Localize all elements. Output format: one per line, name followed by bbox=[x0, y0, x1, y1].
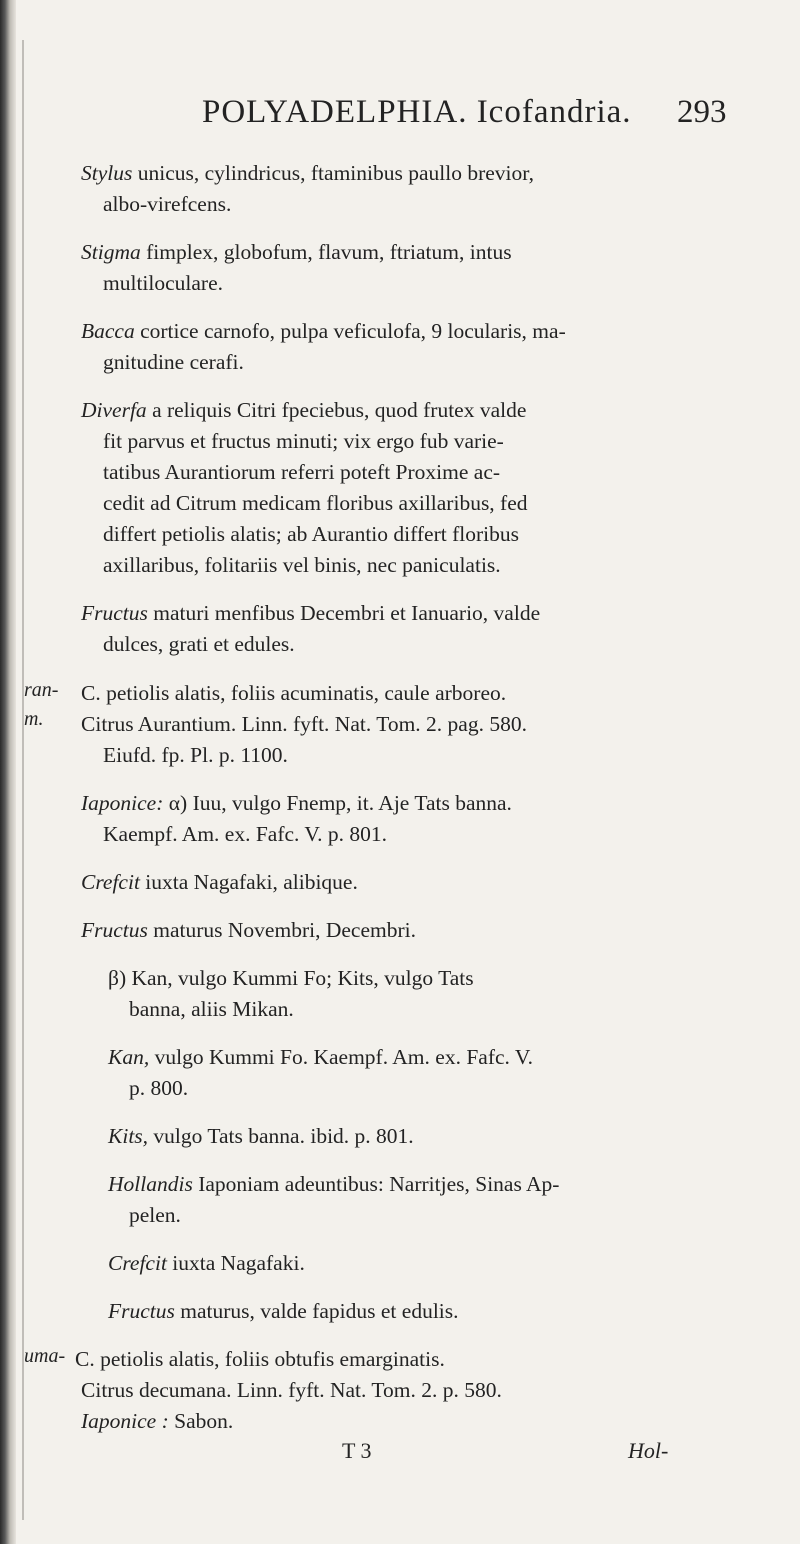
fructus-1-text-1: maturi menfibus Decembri et Ianuario, valde bbox=[153, 601, 541, 625]
fructus-1-line-2: dulces, grati et edules. bbox=[103, 632, 295, 656]
fructus-1-line-1 bbox=[81, 598, 540, 628]
hollandis-text-1: Iaponiam adeuntibus: Narritjes, Sinas Ap- bbox=[198, 1172, 560, 1196]
japonice-1-text-1: α) Iuu, vulgo Fnemp, it. Aje Tats banna. bbox=[168, 791, 512, 815]
japonice-1-line-1 bbox=[81, 788, 512, 818]
term-fructus-2: Fructus bbox=[81, 918, 148, 942]
aurantium-line-1: C. petiolis alatis, foliis acuminatis, caule arboreo. bbox=[81, 681, 507, 705]
term-stylus: Stylus bbox=[81, 161, 133, 185]
beta-line-1: β) Kan, vulgo Kummi Fo; Kits, vulgo Tats bbox=[108, 966, 474, 990]
page-binding-edge bbox=[0, 0, 16, 1544]
term-stigma: Stigma bbox=[81, 240, 141, 264]
term-japonice-2: Iaponice : bbox=[81, 1409, 169, 1433]
running-title: POLYADELPHIA. Icofandria. bbox=[202, 94, 632, 130]
kan-line-1 bbox=[108, 1042, 533, 1072]
margin-label-aurantium-1: ran- bbox=[24, 679, 59, 701]
diversa-line-3: tatibus Aurantiorum referri poteft Proxime ac- bbox=[103, 460, 501, 484]
diversa-text-1: a reliquis Citri fpeciebus, quod frutex valde bbox=[152, 398, 527, 422]
term-kits: Kits, bbox=[108, 1124, 149, 1148]
page-number: 293 bbox=[677, 94, 727, 130]
term-diversa: Diverfa bbox=[81, 398, 147, 422]
term-fructus: Fructus bbox=[81, 601, 148, 625]
crescit-1-line bbox=[81, 867, 358, 897]
diversa-line-6: axillaribus, folitariis vel binis, nec paniculatis. bbox=[103, 553, 501, 577]
term-bacca: Bacca bbox=[81, 319, 135, 343]
hollandis-line-2: pelen. bbox=[129, 1203, 181, 1227]
term-kan: Kan, bbox=[108, 1045, 150, 1069]
decumana-line-2: Citrus decumana. Linn. fyft. Nat. Tom. 2. p. 580. bbox=[81, 1378, 502, 1402]
fructus-3-text: maturus, valde fapidus et edulis. bbox=[180, 1299, 459, 1323]
japonice-1-line-2: Kaempf. Am. ex. Fafc. V. p. 801. bbox=[103, 822, 388, 846]
fructus-3-line bbox=[108, 1296, 459, 1326]
catchword: Hol- bbox=[628, 1438, 669, 1463]
diversa-line-5: differt petiolis alatis; ab Aurantio differt floribus bbox=[103, 522, 519, 546]
kits-text: vulgo Tats banna. ibid. p. 801. bbox=[153, 1124, 414, 1148]
beta-line-2: banna, aliis Mikan. bbox=[129, 997, 294, 1021]
japonice-2-line bbox=[81, 1406, 233, 1436]
diversa-line-4: cedit ad Citrum medicam floribus axillaribus, fed bbox=[103, 491, 528, 515]
decumana-line-1: C. petiolis alatis, foliis obtufis emarginatis. bbox=[75, 1347, 445, 1371]
stigma-line-1 bbox=[81, 237, 512, 267]
page-header bbox=[0, 94, 800, 138]
fructus-2-line bbox=[81, 915, 416, 945]
aurantium-line-2: Citrus Aurantium. Linn. fyft. Nat. Tom. 2. pag. 580. bbox=[81, 712, 527, 736]
signature-mark: T 3 bbox=[342, 1438, 372, 1463]
binding-shadow bbox=[22, 40, 24, 1520]
bacca-text-1: cortice carnofo, pulpa veficulofa, 9 locularis, ma- bbox=[140, 319, 566, 343]
kan-line-2: p. 800. bbox=[129, 1076, 189, 1100]
term-crescit-2: Crefcit bbox=[108, 1251, 167, 1275]
bacca-line-1 bbox=[81, 316, 566, 346]
stigma-line-2: multiloculare. bbox=[103, 271, 224, 295]
term-crescit: Crefcit bbox=[81, 870, 140, 894]
diversa-line-1 bbox=[81, 395, 526, 425]
term-hollandis: Hollandis bbox=[108, 1172, 193, 1196]
term-japonice: Iaponice: bbox=[81, 791, 164, 815]
stylus-text-1: unicus, cylindricus, ftaminibus paullo brevior, bbox=[137, 161, 534, 185]
crescit-2-line bbox=[108, 1248, 305, 1278]
stylus-line-1 bbox=[81, 158, 534, 188]
margin-label-decumana: uma- bbox=[24, 1345, 66, 1367]
term-fructus-3: Fructus bbox=[108, 1299, 175, 1323]
stigma-text-1: fimplex, globofum, flavum, ftriatum, intus bbox=[146, 240, 512, 264]
kan-text-1: vulgo Kummi Fo. Kaempf. Am. ex. Fafc. V. bbox=[154, 1045, 534, 1069]
stylus-line-2: albo-virefcens. bbox=[103, 192, 232, 216]
aurantium-line-3: Eiufd. fp. Pl. p. 1100. bbox=[103, 743, 288, 767]
fructus-2-text: maturus Novembri, Decembri. bbox=[153, 918, 416, 942]
crescit-1-text: iuxta Nagafaki, alibique. bbox=[145, 870, 358, 894]
kits-line bbox=[108, 1121, 414, 1151]
japonice-2-text: Sabon. bbox=[174, 1409, 234, 1433]
diversa-line-2: fit parvus et fructus minuti; vix ergo fub varie- bbox=[103, 429, 504, 453]
bacca-line-2: gnitudine cerafi. bbox=[103, 350, 244, 374]
hollandis-line-1 bbox=[108, 1169, 559, 1199]
margin-label-aurantium-2: m. bbox=[24, 708, 44, 730]
crescit-2-text: iuxta Nagafaki. bbox=[172, 1251, 305, 1275]
